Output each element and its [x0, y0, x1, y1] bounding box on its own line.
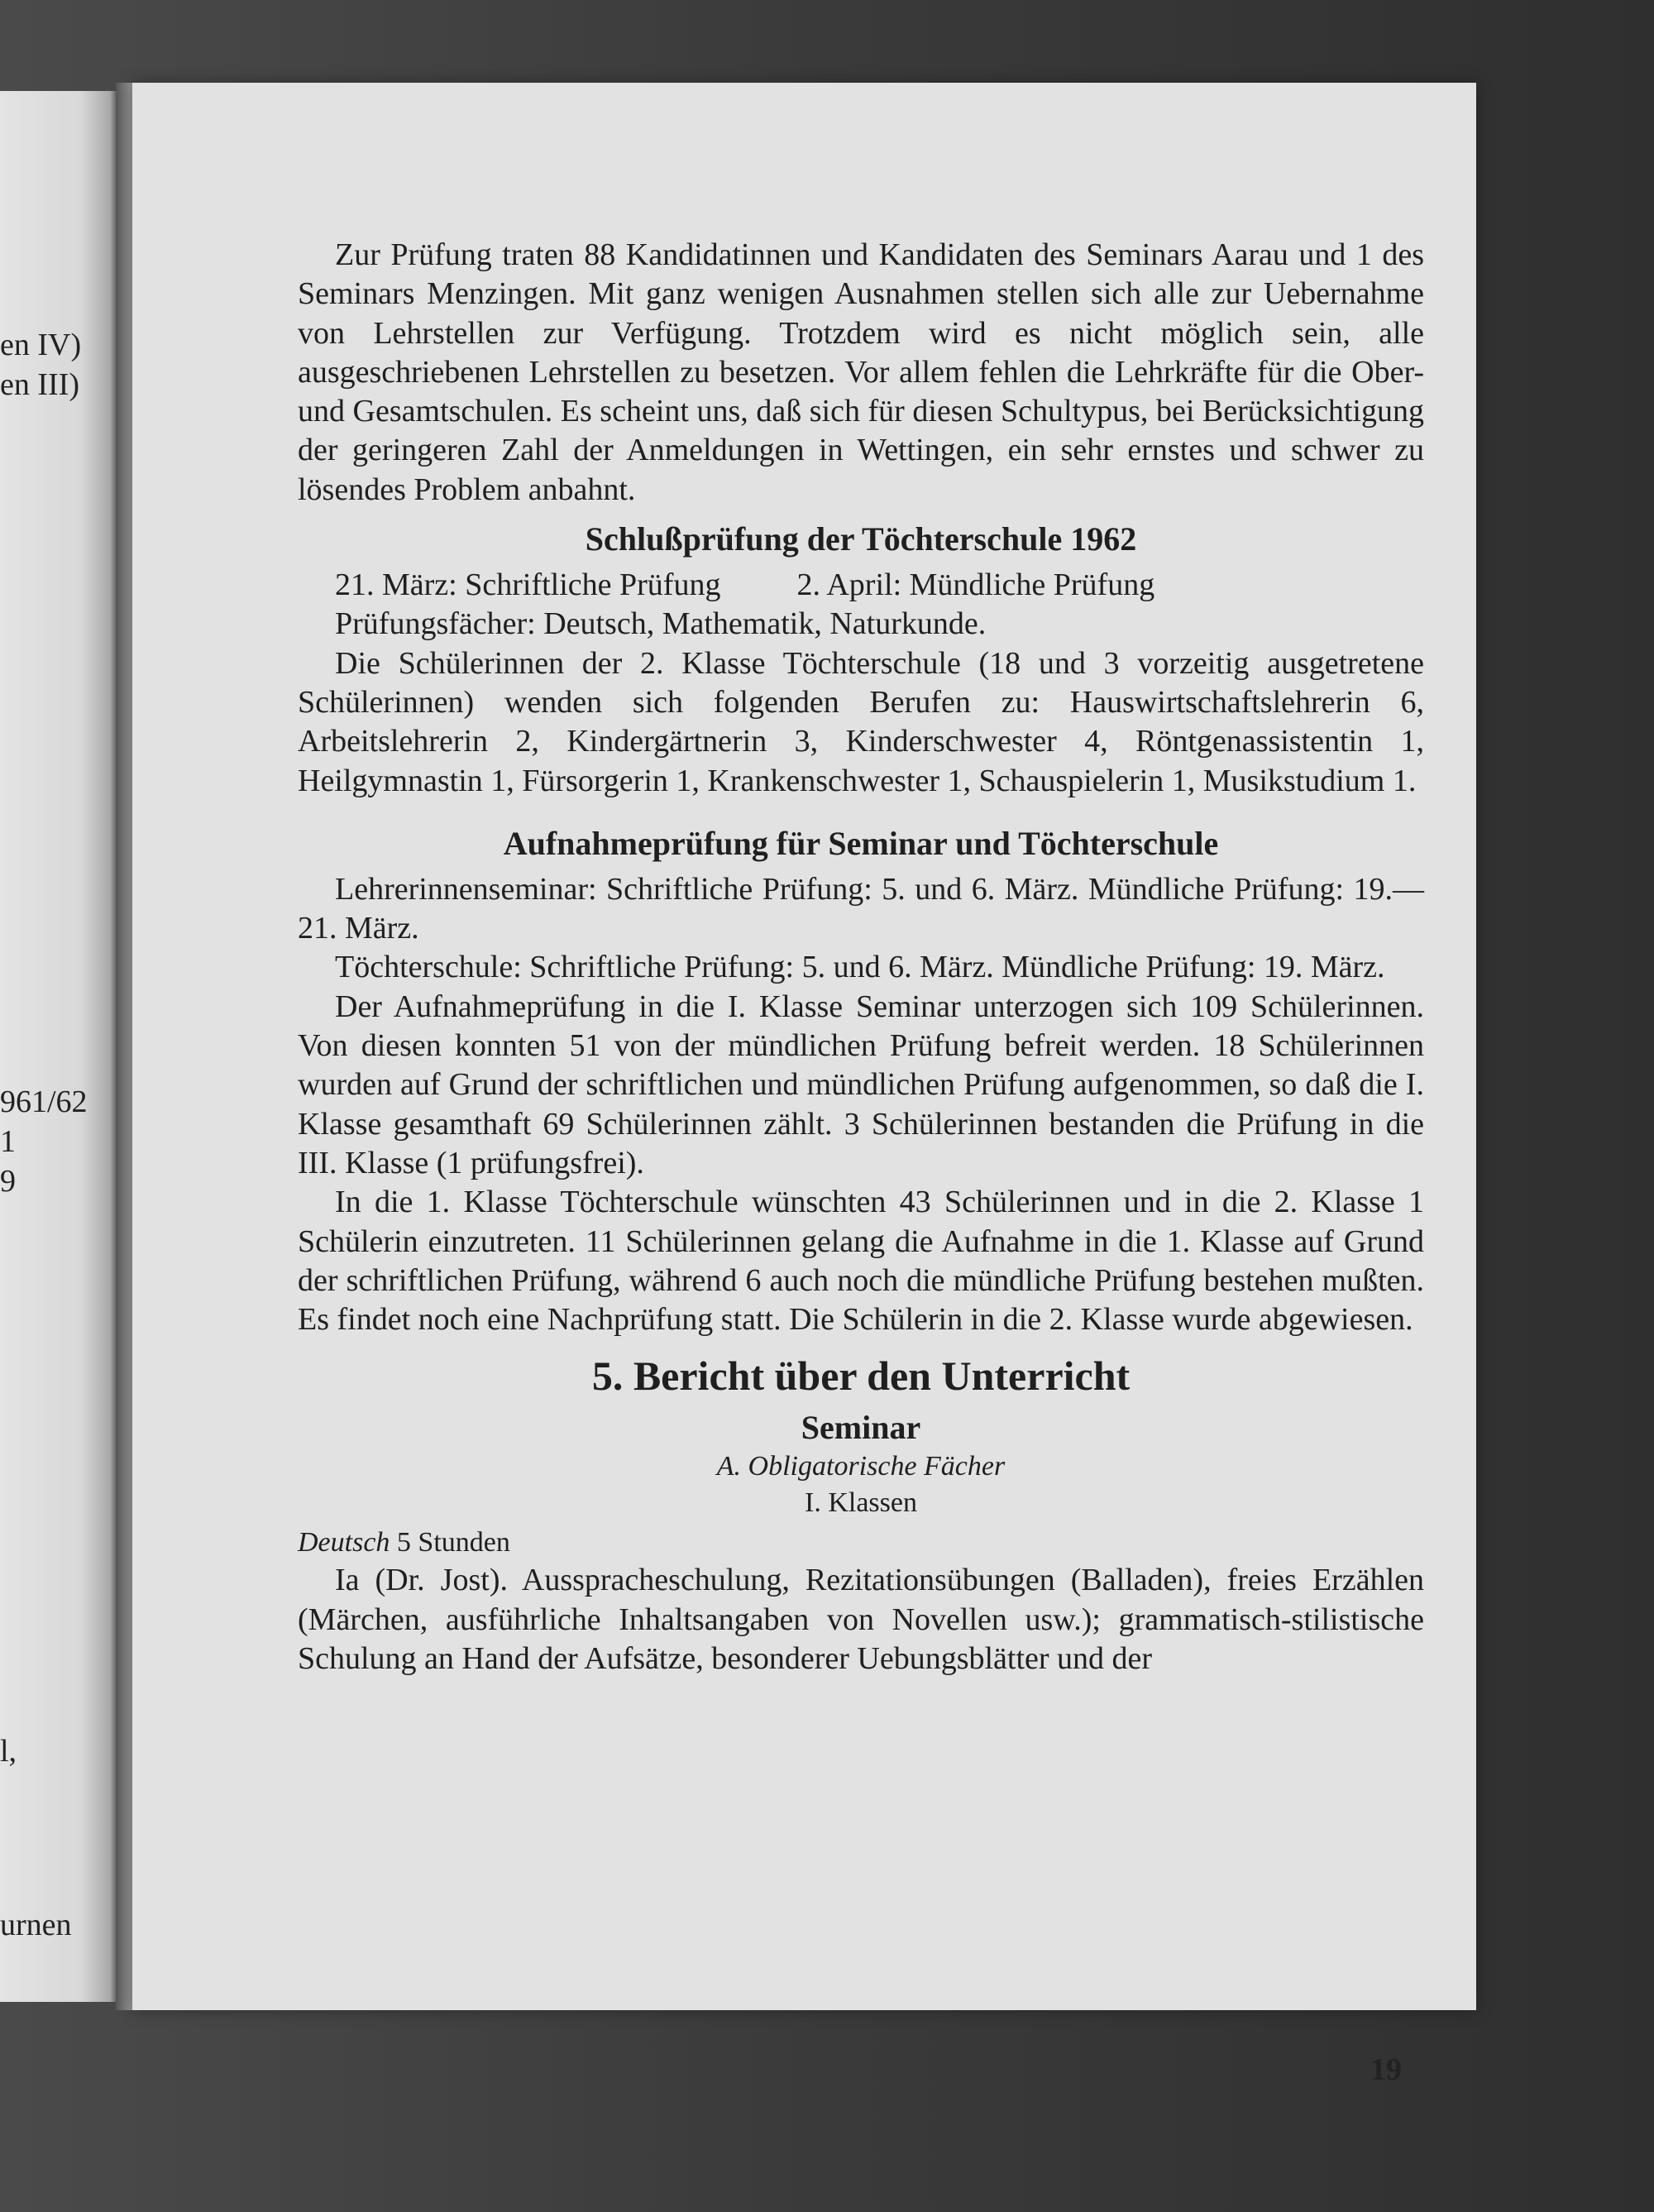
subject-hours: 5 Stunden: [396, 1527, 510, 1558]
exam-dates: [298, 566, 1424, 605]
subheading-class: I. Klassen: [805, 1487, 917, 1519]
page-content: [298, 236, 1424, 1678]
exam-subjects: Prüfungsfächer: Deutsch, Mathematik, Naturkunde.: [335, 606, 987, 642]
intro-paragraph: Zur Prüfung traten 88 Kandidatinnen und Kandidaten des Seminars Aarau und 1 des Seminars Menzingen. Mit ganz wenigen Ausnahmen stellen sich alle zur Uebernahme von Lehrstellen zur Verfügung. Trotzdem wird es nicht möglich sein, alle ausgeschriebenen Lehrstellen zu besetzen. Vor allem fehlen die Lehrkräfte für die Ober- und Gesamtschulen. Es scheint uns, daß sich für diesen Schultypus, bei Berücksichtigung der geringeren Zahl der Anmeldungen in Wettingen, ein sehr ernstes und schwer zu lösendes Problem anbahnt.: [298, 237, 1424, 507]
aufnahme-paragraph-2: Töchterschule: Schriftliche Prüfung: 5. und 6. März. Mündliche Prüfung: 19. März.: [335, 950, 1385, 985]
bericht-paragraph: Ia (Dr. Jost). Ausspracheschulung, Rezitationsübungen (Balladen), freies Erzählen (Märchen, ausführliche Inhaltsangaben von Novellen usw.); grammatisch-stilistische Schulung an Hand der Aufsätze, besonderer Uebungsblätter und der: [298, 1563, 1424, 1677]
date-written: 21. März: Schriftliche Prüfung: [335, 567, 721, 603]
date-oral: 2. April: Mündliche Prüfung: [796, 567, 1155, 603]
left-page-edge: [0, 91, 116, 2002]
subject-line: [298, 1525, 1424, 1561]
aufnahme-paragraph-4: In die 1. Klasse Töchterschule wünschten 43 Schülerinnen und in die 2. Klasse 1 Schülerin einzutreten. 11 Schülerinnen gelang die Aufnahme in die 1. Klasse auf Grund der schriftlichen Prüfung, während 6 auch noch die mündliche Prüfung bestehen mußten. Es findet noch eine Nachprüfung statt. Die Schülerin in die 2. Klasse wurde abgewiesen.: [298, 1185, 1424, 1338]
document-page: [132, 83, 1476, 2087]
left-fragment: 9: [0, 1164, 16, 1199]
subheading-seminar: Seminar: [801, 1409, 921, 1447]
left-fragment: l,: [0, 1734, 17, 1769]
subject-name: Deutsch: [298, 1527, 390, 1558]
section-heading-schlusspruefung: Schlußprüfung der Töchterschule 1962: [585, 520, 1137, 558]
left-fragment: 1: [0, 1124, 16, 1159]
career-paragraph: Die Schülerinnen der 2. Klasse Töchterschule (18 und 3 vorzeitig ausgetretene Schülerinnen) wenden sich folgenden Berufen zu: Hauswirtschaftslehrerin 6, Arbeitslehrerin 2, Kindergärtnerin 3, Kinderschwester 4, Röntgenassistentin 1, Heilgymnastin 1, Fürsorgerin 1, Krankenschwester 1, Schauspielerin 1, Musikstudium 1.: [298, 645, 1424, 798]
subheading-category: A. Obligatorische Fächer: [716, 1451, 1006, 1482]
left-fragment: urnen: [0, 1908, 72, 1942]
section-heading-bericht: 5. Bericht über den Unterricht: [591, 1353, 1131, 1400]
section-heading-aufnahme: Aufnahmeprüfung für Seminar und Töchterschule: [503, 824, 1219, 862]
aufnahme-paragraph-3: Der Aufnahmeprüfung in die I. Klasse Seminar unterzogen sich 109 Schülerinnen. Von diesen konnten 51 von der mündlichen Prüfung befreit werden. 18 Schülerinnen wurden auf Grund der schriftlichen und mündlichen Prüfung aufgenommen, so daß die I. Klasse gesamthaft 69 Schülerinnen zählt. 3 Schülerinnen bestanden die Prüfung in die III. Klasse (1 prüfungsfrei).: [298, 989, 1424, 1180]
page-number: 19: [1370, 2052, 1402, 2087]
left-fragment: 961/62: [0, 1084, 88, 1119]
aufnahme-paragraph-1: Lehrerinnenseminar: Schriftliche Prüfung: 5. und 6. März. Mündliche Prüfung: 19.—21. März.: [298, 871, 1424, 946]
left-fragment: en IV): [0, 328, 82, 362]
left-fragment: en III): [0, 367, 79, 402]
